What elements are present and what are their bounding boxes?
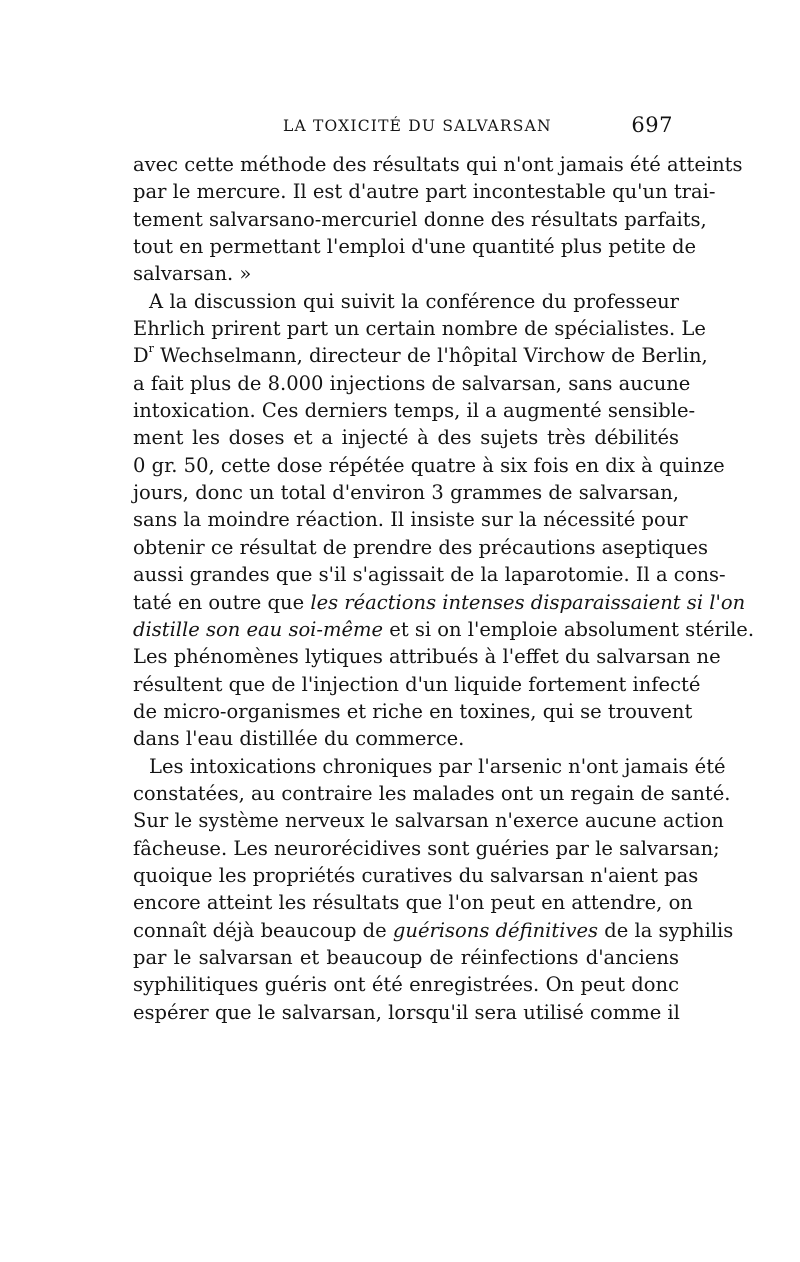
text-fragment: de la syphilis (604, 918, 734, 942)
body-text (133, 151, 755, 1026)
text-line (133, 589, 746, 616)
text-line: intoxication. Ces derniers temps, il a augmenté sensible- (133, 399, 696, 423)
text-line: ment les doses et a injecté à des sujets très débilités (133, 426, 679, 450)
text-line: aussi grandes que s'il s'agissait de la laparotomie. Il a cons- (133, 563, 726, 587)
text-line: de micro-organismes et riche en toxines, qui se trouvent (133, 699, 693, 723)
text-line: constatées, au contraire les malades ont un regain de santé. (133, 781, 731, 805)
text-line (133, 342, 708, 369)
text-fragment: et si on l'emploie absolument stérile. (389, 617, 755, 641)
doctor-superscript: r (148, 342, 154, 356)
italic-phrase: les réactions intenses disparaissaient si l'on (310, 590, 746, 614)
text-line: tout en permettant l'emploi d'une quantité plus petite de (133, 235, 697, 259)
text-line: A la discussion qui suivit la conférence du professeur (149, 289, 679, 313)
page-header (133, 113, 681, 143)
text-line: syphilitiques guéris ont été enregistrées. On peut donc (133, 973, 679, 997)
text-line (133, 917, 734, 944)
text-line: obtenir ce résultat de prendre des précautions aseptiques (133, 535, 708, 559)
text-line: Ehrlich prirent part un certain nombre de spécialistes. Le (133, 317, 706, 341)
page-number: 697 (631, 113, 673, 137)
text-line: Sur le système nerveux le salvarsan n'exerce aucune action (133, 809, 724, 833)
text-line: Les phénomènes lytiques attribués à l'effet du salvarsan ne (133, 645, 721, 669)
text-line: avec cette méthode des résultats qui n'ont jamais été atteints (133, 153, 743, 176)
text-line (133, 616, 755, 643)
text-line: jours, donc un total d'environ 3 grammes de salvarsan, (133, 481, 679, 505)
text-line: tement salvarsano-mercuriel donne des résultats parfaits, (133, 207, 707, 231)
text-line-rest: Wechselmann, directeur de l'hôpital Virchow de Berlin, (160, 344, 708, 368)
doctor-abbrev: D (133, 344, 149, 368)
running-title: LA TOXICITÉ DU SALVARSAN (283, 117, 552, 135)
text-line: 0 gr. 50, cette dose répétée quatre à six fois en dix à quinze (133, 453, 725, 477)
text-line: dans l'eau distillée du commerce. (133, 727, 465, 751)
text-line: encore atteint les résultats que l'on peut en attendre, on (133, 891, 693, 915)
text-line: a fait plus de 8.000 injections de salvarsan, sans aucune (133, 371, 691, 395)
text-line: Les intoxications chroniques par l'arsenic n'ont jamais été (149, 754, 726, 778)
text-fragment: taté en outre que (133, 590, 305, 614)
italic-phrase: distille son eau soi-même (133, 617, 384, 641)
text-line: par le mercure. Il est d'autre part incontestable qu'un trai- (133, 180, 716, 204)
text-line: quoique les propriétés curatives du salvarsan n'aient pas (133, 863, 699, 887)
italic-phrase: guérisons définitives (392, 918, 599, 942)
text-line: résultent que de l'injection d'un liquide fortement infecté (133, 672, 701, 696)
text-fragment: connaît déjà beaucoup de (133, 918, 387, 942)
text-line: fâcheuse. Les neurorécidives sont guéries par le salvarsan; (133, 836, 720, 860)
text-line: par le salvarsan et beaucoup de réinfections d'anciens (133, 945, 679, 969)
text-line: salvarsan. » (133, 262, 252, 286)
text-line: sans la moindre réaction. Il insiste sur la nécessité pour (133, 508, 688, 532)
text-line: espérer que le salvarsan, lorsqu'il sera utilisé comme il (133, 1000, 680, 1024)
